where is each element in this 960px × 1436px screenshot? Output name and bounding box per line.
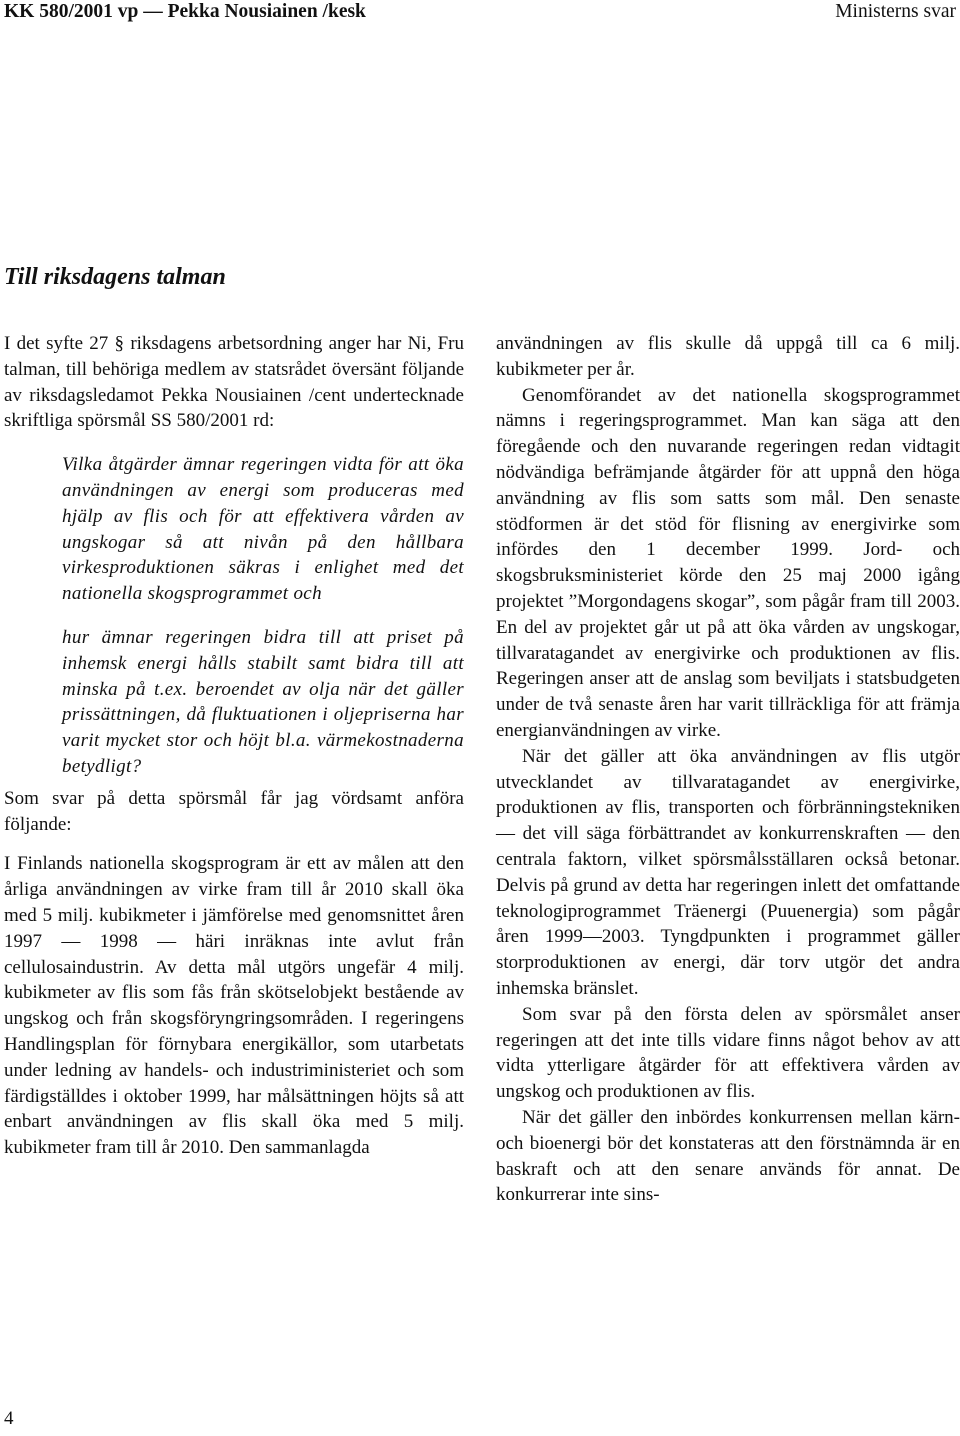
intro-paragraph: I det syfte 27 § riksdagens arbetsordning anger har Ni, Fru talman, till behöriga medlem av statsrådet översänt följande av riksdagsledamot Pekka Nousiainen /cent undertecknade skriftliga spörsmål SS 580/2001 rd:: [4, 333, 464, 432]
answer-paragraph-1: I Finlands nationella skogsprogram är ett av målen att den årliga användningen av virke fram till år 2010 skall öka med 5 milj. kubikmeter i jämförelse med genomsnittet åren 1997 — 1998 — häri inräknas inte avlut från cellulosaindustrin. Av detta mål utgörs ungefär 4 milj. kubikmeter av flis som fås från skötselobjekt bestående av ungskog och från skogsföryngringsområden. I regeringens Handlingsplan för förnybara energikällor, som utarbetats under ledning av handels- och industriministeriet och som färdigställdes i oktober 1999, har målsättningen höjts så att enbart användningen av flis skall öka med 5 milj. kubikmeter fram till år 2010. Den sammanlagda: [4, 853, 464, 1159]
answer-paragraph-4: Som svar på den första delen av spörsmålet anser regeringen att det inte tills vidare finns något behov av att vidta ytterligare åtgärder för att effektivera vården av ungskog och produktionen av flis.: [496, 1003, 960, 1103]
answer-paragraph-5: När det gäller den inbördes konkurrensen mellan kärn- och bioenergi bör det konstateras att den förstnämnda är en baskraft och att den senare används för annat. De konkurrerar inte sins-: [496, 1106, 960, 1206]
header-document-ref: KK 580/2001 vp — Pekka Nousiainen /kesk: [4, 1, 366, 22]
answer-intro-paragraph: Som svar på detta spörsmål får jag vördsamt anföra följande:: [4, 787, 464, 835]
question-two: hur ämnar regeringen bidra till att priset på inhemsk energi hålls stabilt samt bidra till att minska på t.ex. beroendet av olja när det gäller prissättningen, då fluktuationen i oljepriserna har varit mycket stor och höjt bl.a. värmekostnaderna betydligt?: [62, 626, 464, 777]
answer-paragraph-2: Genomförandet av det nationella skogsprogrammet nämns i regeringsprogrammet. Man kan säga att den föregående och den nuvarande regeringen redan vidtagit nödvändiga befrämjande åtgärder för att uppnå den höga användning av flis som satts som mål. Den senaste stödformen är det stöd för flisning av energivirke som infördes den 1 december 1999. Jord- och skogsbruksministeriet körde den 25 maj 2000 igång projektet ”Morgondagens skogar”, som pågår fram till 2003. En del av projektet går ut på att öka vården av ungskogar, tillvaratagandet av energivirke och produktionen av flis. Regeringen anser att de anslag som beviljats i statsbudgeten under de två senaste åren har varit tillräckliga för att främja energianvändningen av virke.: [496, 384, 960, 741]
header-section-title: Ministerns svar: [835, 1, 956, 22]
question-one: Vilka åtgärder ämnar regeringen vidta för att öka användningen av energi som produceras med hjälp av flis och för att effektivera vården av ungskogar så att nivån på den hållbara virkesproduktionen säkras i enlighet med det nationella skogsprogrammet och: [62, 454, 464, 605]
right-column: [496, 331, 960, 1208]
page-number: 4: [4, 1408, 14, 1429]
answer-paragraph-1-continued: användningen av flis skulle då uppgå till ca 6 milj. kubikmeter per år.: [496, 333, 960, 380]
answer-paragraph-3: När det gäller att öka användningen av flis utgör utvecklandet av tillvaratagandet av energivirke, produktionen av flis, transporten och förbränningstekniken — det vill säga förbättrandet av konkurrenskraften — den centrala faktorn, vilket spörsmålsställaren också betonar. Delvis på grund av detta har regeringen inlett det omfattande teknologiprogrammet Träenergi (Puuenergia) som pågår åren 1999—2003. Tyngdpunkten i programmet gäller storproduktionen av energi, där torv utgör det andra inhemska bränslet.: [496, 745, 960, 999]
page-header: [4, 0, 956, 28]
left-column: [4, 331, 464, 1161]
salutation-heading: Till riksdagens talman: [4, 264, 226, 290]
